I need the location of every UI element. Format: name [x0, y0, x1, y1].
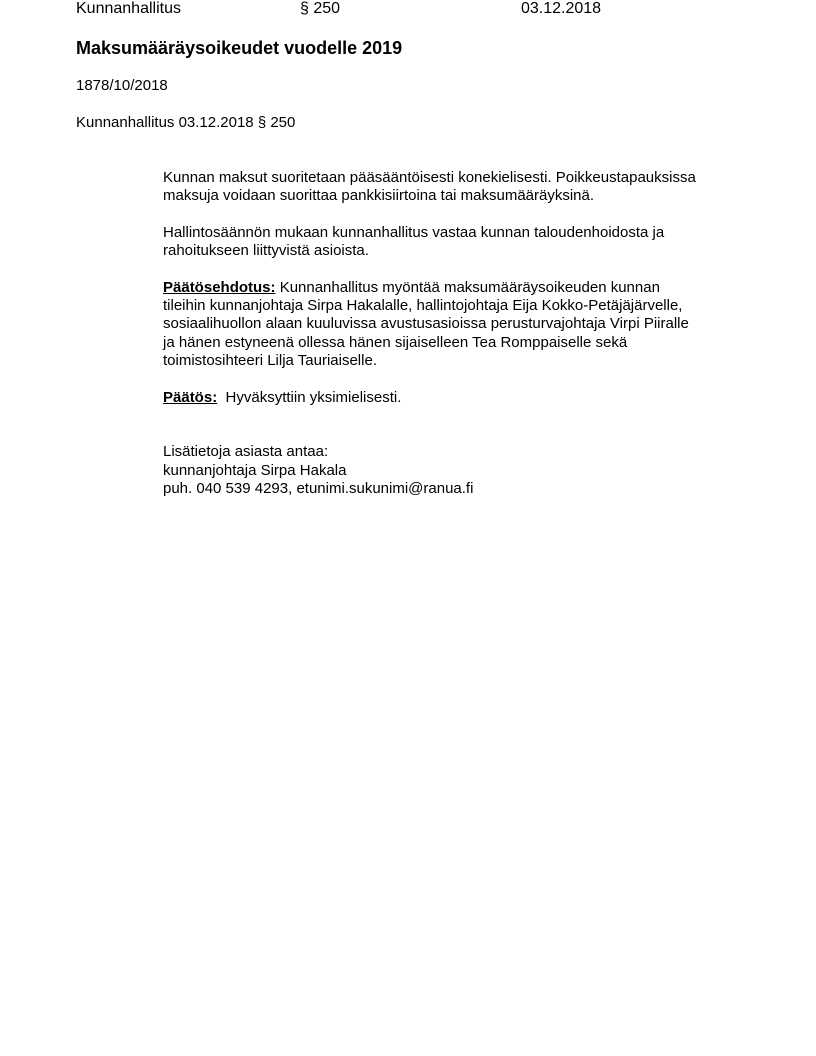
contact-line: kunnanjohtaja Sirpa Hakala [163, 461, 347, 479]
proposal-first-text: Kunnanhallitus myöntää maksumääräysoikeuden kunnan [279, 278, 660, 296]
paragraph-line: Kunnan maksut suoritetaan pääsääntöisesti konekielisesti. Poikkeustapauksissa [163, 169, 696, 186]
decision-line [163, 389, 763, 407]
decision-label: Päätös: [163, 388, 218, 406]
contact-line: puh. 040 539 4293, etunimi.sukunimi@ranua.fi [163, 480, 474, 498]
document-body [163, 169, 763, 498]
proposal-line: ja hänen estyneenä ollessa hänen sijaiselleen Tea Romppaiselle sekä [163, 333, 628, 351]
proposal-label: Päätösehdotus: [163, 278, 276, 296]
contact-section [163, 443, 763, 498]
meeting-reference: Kunnanhallitus 03.12.2018 § 250 [76, 114, 296, 131]
proposal-line: sosiaalihuollon alaan kuuluvissa avustusasioissa perusturvajohtaja Virpi Piiralle [163, 315, 689, 333]
document-title: Maksumääräysoikeudet vuodelle 2019 [76, 38, 403, 58]
proposal-first-line [163, 279, 763, 297]
proposal-line: tileihin kunnanjohtaja Sirpa Hakalalle, hallintojohtaja Eija Kokko-Petäjäjärvelle, [163, 297, 683, 315]
document-number: 1878/10/2018 [76, 77, 168, 94]
header-section-number: § 250 [300, 0, 341, 17]
decision-section [163, 389, 763, 407]
contact-line: Lisätietoja asiasta antaa: [163, 443, 329, 461]
paragraph-line: rahoitukseen liittyvistä asioista. [163, 242, 369, 260]
proposal-section [163, 279, 763, 370]
paragraph-payments [163, 169, 763, 206]
header-body-name: Kunnanhallitus [76, 0, 181, 17]
header-meeting-date: 03.12.2018 [521, 0, 602, 17]
paragraph-regulation [163, 224, 763, 261]
decision-text: Hyväksyttiin yksimielisesti. [225, 388, 402, 406]
proposal-line: toimistosihteeri Lilja Tauriaiselle. [163, 351, 377, 369]
page-header [0, 0, 816, 19]
paragraph-line: Hallintosäännön mukaan kunnanhallitus vastaa kunnan taloudenhoidosta ja [163, 223, 665, 241]
paragraph-line: maksuja voidaan suorittaa pankkisiirtoina tai maksumääräyksinä. [163, 187, 595, 205]
